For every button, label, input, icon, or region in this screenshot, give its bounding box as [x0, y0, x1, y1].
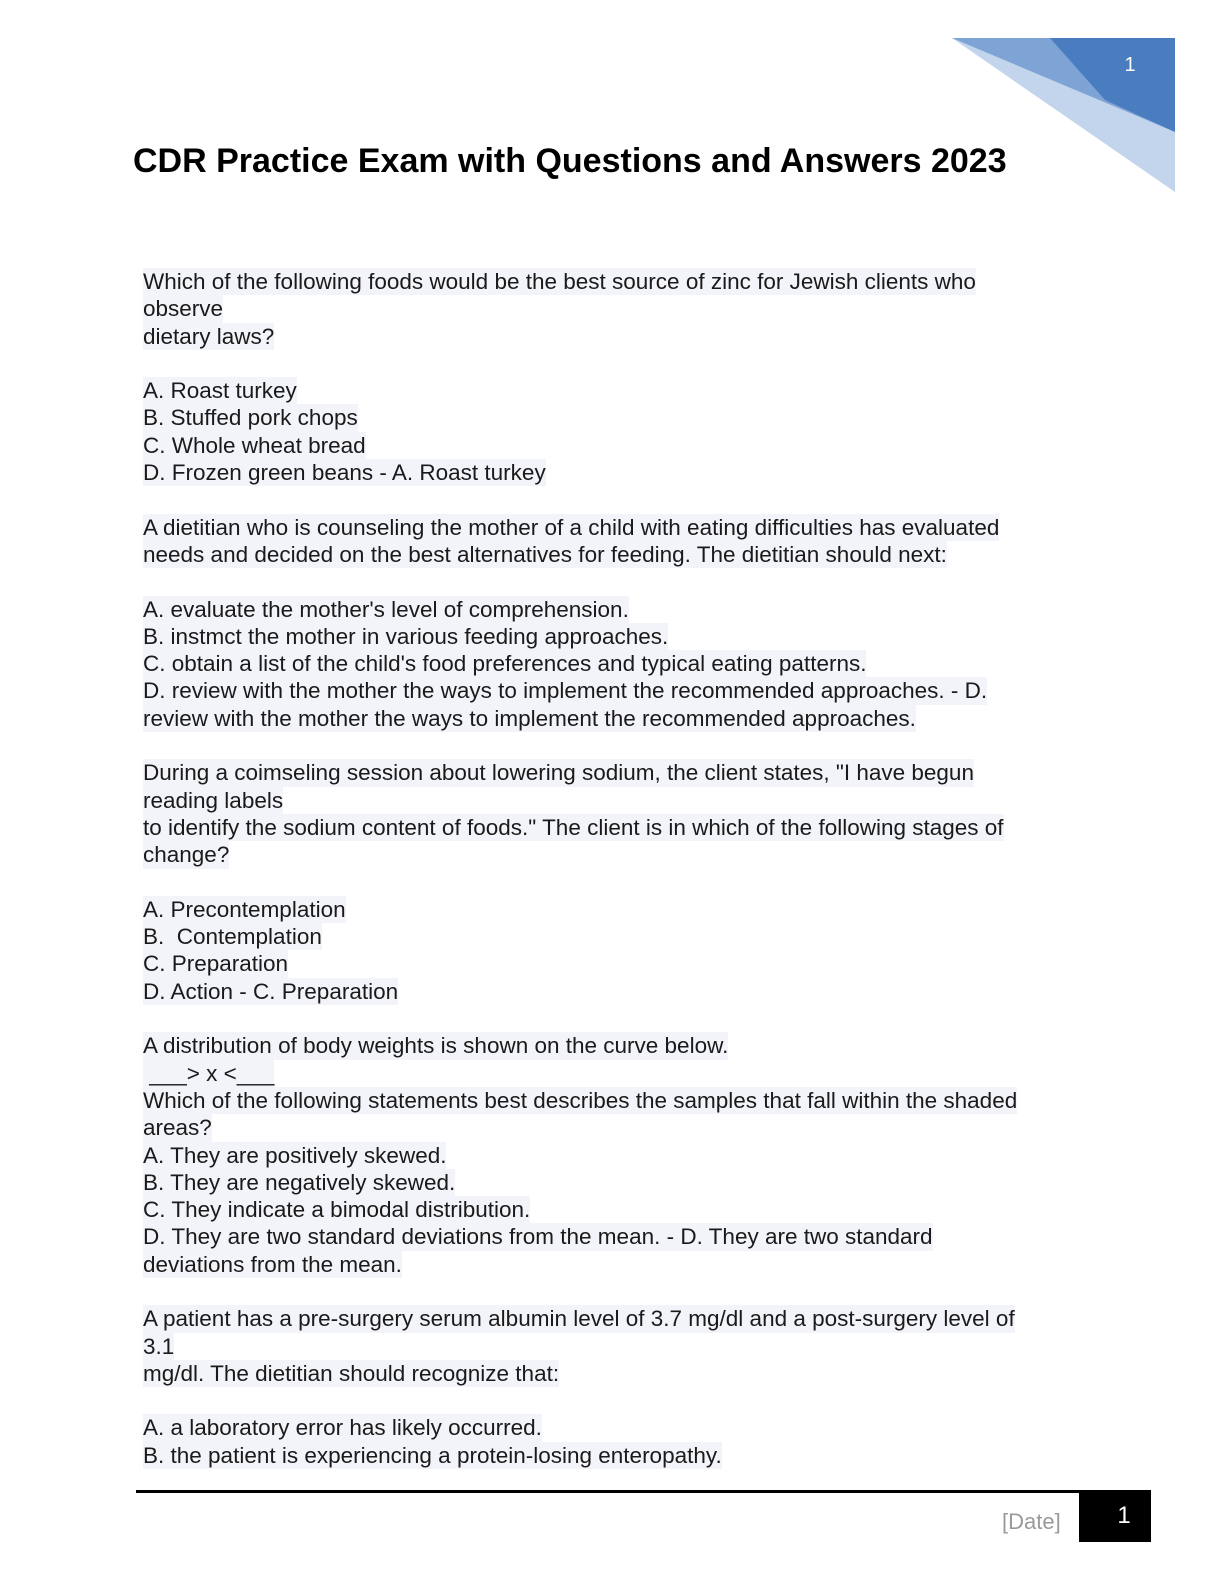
question-stem-line: mg/dl. The dietitian should recognize that:	[143, 1360, 560, 1386]
footer-date-placeholder: [Date]	[1002, 1509, 1061, 1534]
answer-option: D. review with the mother the ways to implement the recommended approaches. - D.	[143, 678, 988, 704]
question-stem-line: needs and decided on the best alternatives for feeding. The dietitian should next:	[143, 541, 947, 567]
question-stem-line: observe	[143, 296, 224, 322]
footer-divider	[136, 1490, 1080, 1493]
answer-option: A. Precontemplation	[143, 896, 346, 922]
question-4	[143, 1032, 1078, 1278]
answer-option: D. Frozen green beans - A. Roast turkey	[143, 460, 546, 486]
question-1	[143, 268, 1078, 486]
question-stem-line: Which of the following foods would be the best source of zinc for Jewish clients who	[143, 269, 976, 294]
answer-option: A. evaluate the mother's level of comprehension.	[143, 596, 629, 622]
answer-option: B. Contemplation	[143, 924, 322, 950]
question-stem-line: A patient has a pre-surgery serum albumin level of 3.7 mg/dl and a post-surgery level of	[143, 1306, 1015, 1332]
question-5	[143, 1305, 1078, 1469]
curve-indicator-line: ___> x <___	[143, 1060, 275, 1086]
answer-option: B. instmct the mother in various feeding approaches.	[143, 623, 669, 649]
question-stem-line: 3.1	[143, 1333, 175, 1359]
question-stem-line: change?	[143, 842, 230, 868]
footer-page-box	[1079, 1490, 1151, 1542]
question-3	[143, 759, 1078, 1005]
answer-option: A. a laboratory error has likely occurred.	[143, 1415, 542, 1441]
footer-page-number: 1	[1117, 1502, 1131, 1529]
answer-option: D. Action - C. Preparation	[143, 978, 399, 1004]
answer-option: C. They indicate a bimodal distribution.	[143, 1197, 531, 1223]
question-stem-line: reading labels	[143, 787, 284, 813]
question-stem-line: dietary laws?	[143, 323, 275, 349]
question-stem-line: During a coimseling session about lowering sodium, the client states, "I have begun	[143, 760, 974, 786]
answer-option: deviations from the mean.	[143, 1251, 402, 1277]
answer-option: B. They are negatively skewed.	[143, 1169, 456, 1195]
question-stem-line: areas?	[143, 1115, 212, 1141]
answer-option: A. They are positively skewed.	[143, 1142, 447, 1168]
answer-option: C. obtain a list of the child's food preferences and typical eating patterns.	[143, 651, 867, 677]
answer-option: C. Preparation	[143, 951, 289, 977]
question-2	[143, 514, 1078, 732]
question-stem-line: A distribution of body weights is shown on the curve below.	[143, 1033, 729, 1059]
question-stem-line: to identify the sodium content of foods." The client is in which of the following stages of	[143, 814, 1004, 840]
question-stem-line: A dietitian who is counseling the mother of a child with eating difficulties has evaluated	[143, 514, 1000, 540]
answer-option: A. Roast turkey	[143, 378, 297, 404]
header-corner-graphic	[0, 0, 1224, 220]
answer-option: C. Whole wheat bread	[143, 432, 366, 458]
answer-option: review with the mother the ways to implement the recommended approaches.	[143, 705, 916, 731]
answer-option: D. They are two standard deviations from the mean. - D. They are two standard	[143, 1224, 933, 1250]
document-body	[143, 268, 1078, 1469]
answer-option: B. the patient is experiencing a protein-losing enteropathy.	[143, 1442, 722, 1468]
document-title: CDR Practice Exam with Questions and Answers 2023	[133, 142, 1007, 180]
header-page-number: 1	[1124, 54, 1136, 76]
answer-option: B. Stuffed pork chops	[143, 405, 358, 431]
question-stem-line: Which of the following statements best describes the samples that fall within the shaded	[143, 1087, 1018, 1113]
